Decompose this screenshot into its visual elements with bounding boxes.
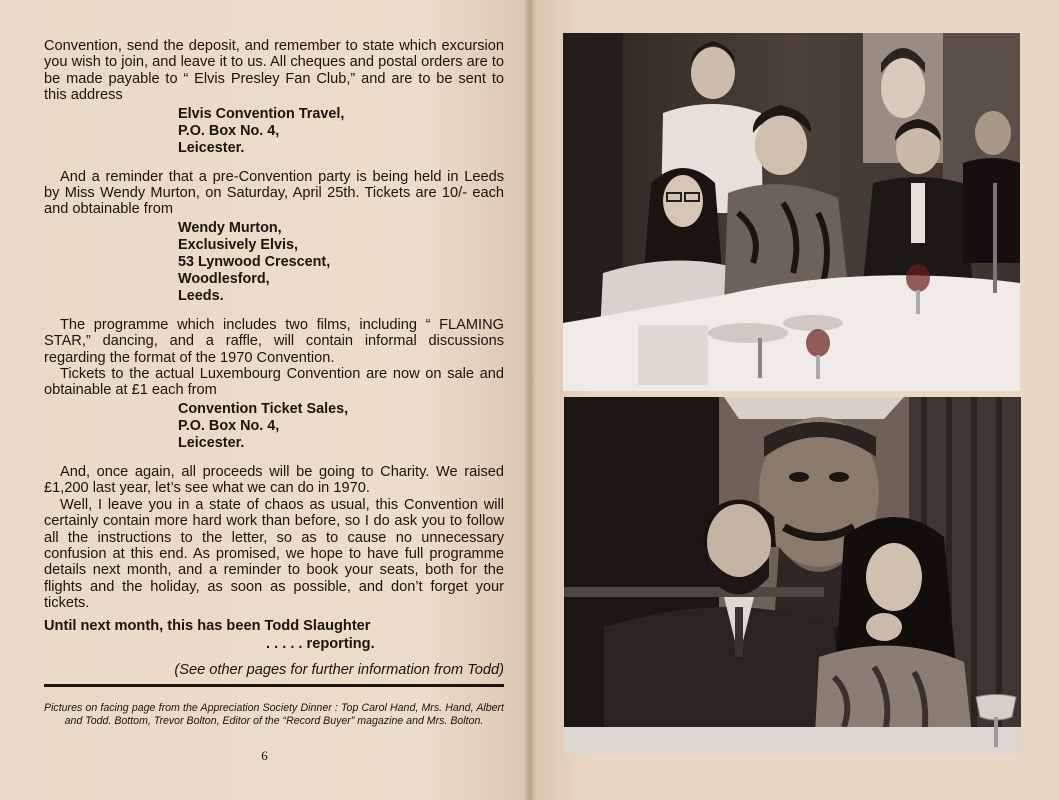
paragraph-tickets: Tickets to the actual Luxembourg Convention are now on sale and obtainable at £1 each from [44, 366, 504, 399]
article-text [44, 38, 504, 679]
address-ticket-sales [178, 401, 504, 452]
address-line: Exclusively Elvis, [178, 236, 299, 253]
page-gutter [524, 0, 536, 800]
address-line: P.O. Box No. 4, [178, 417, 280, 434]
paragraph-pre-convention-party: And a reminder that a pre-Convention party is being held in Leeds by Miss Wendy Murton, on Saturday, April 25th. Tickets are 10/- each and obtainable from [44, 168, 504, 218]
address-line: Leeds. [178, 287, 224, 304]
signoff-reporting: . . . . . reporting. [266, 635, 375, 652]
paragraph-closing: Well, I leave you in a state of chaos as usual, this Convention will certainly contain more hard work than before, so I do ask you to follow all the instructions to the letter, so as to cause no unnecessary confusion at this end. As promised, we hope to have full programme details next month, and a reminder to book your seats, both for the flights and the holiday, as soon as possible, and don’t forget your tickets. [44, 496, 504, 612]
address-line: Convention Ticket Sales, [178, 400, 349, 417]
paragraph-charity: And, once again, all proceeds will be going to Charity. We raised £1,200 last year, let’s see what we can do in 1970. [44, 463, 504, 497]
address-line: Leicester. [178, 139, 245, 156]
paragraph-deposit: Convention, send the deposit, and remember to state which excursion you wish to join, and leave it to us. All cheques and postal orders are to be made payable to “ Elvis Presley Fan Club,” and are to be sent to this address [44, 38, 504, 104]
see-other-pages-note: (See other pages for further information from Todd) [174, 662, 504, 679]
address-wendy-murton [178, 220, 504, 305]
paragraph-programme: The programme which includes two films, including “ FLAMING STAR,” dancing, and a raffle, will contain informal discussions regarding the format of the 1970 Convention. [44, 316, 504, 366]
address-line: Elvis Convention Travel, [178, 105, 345, 122]
address-convention-travel [178, 106, 504, 157]
address-line: Wendy Murton, [178, 219, 282, 236]
photo-dinner-table [563, 33, 1020, 391]
address-line: P.O. Box No. 4, [178, 122, 280, 139]
address-line: 53 Lynwood Crescent, [178, 253, 331, 270]
photo-couple-poster [564, 397, 1021, 754]
page-number: 6 [261, 748, 268, 763]
caption-divider [44, 684, 504, 687]
photo-caption: Pictures on facing page from the Appreciation Society Dinner : Top Carol Hand, Mrs. Hand, Albert and Todd. Bottom, Trevor Bolton, Editor of the “Record Buyer” magazine and Mrs. Bolton. [44, 702, 504, 727]
address-line: Woodlesford, [178, 270, 270, 287]
signoff-line: Until next month, this has been Todd Slaughter [44, 617, 371, 634]
address-line: Leicester. [178, 434, 245, 451]
